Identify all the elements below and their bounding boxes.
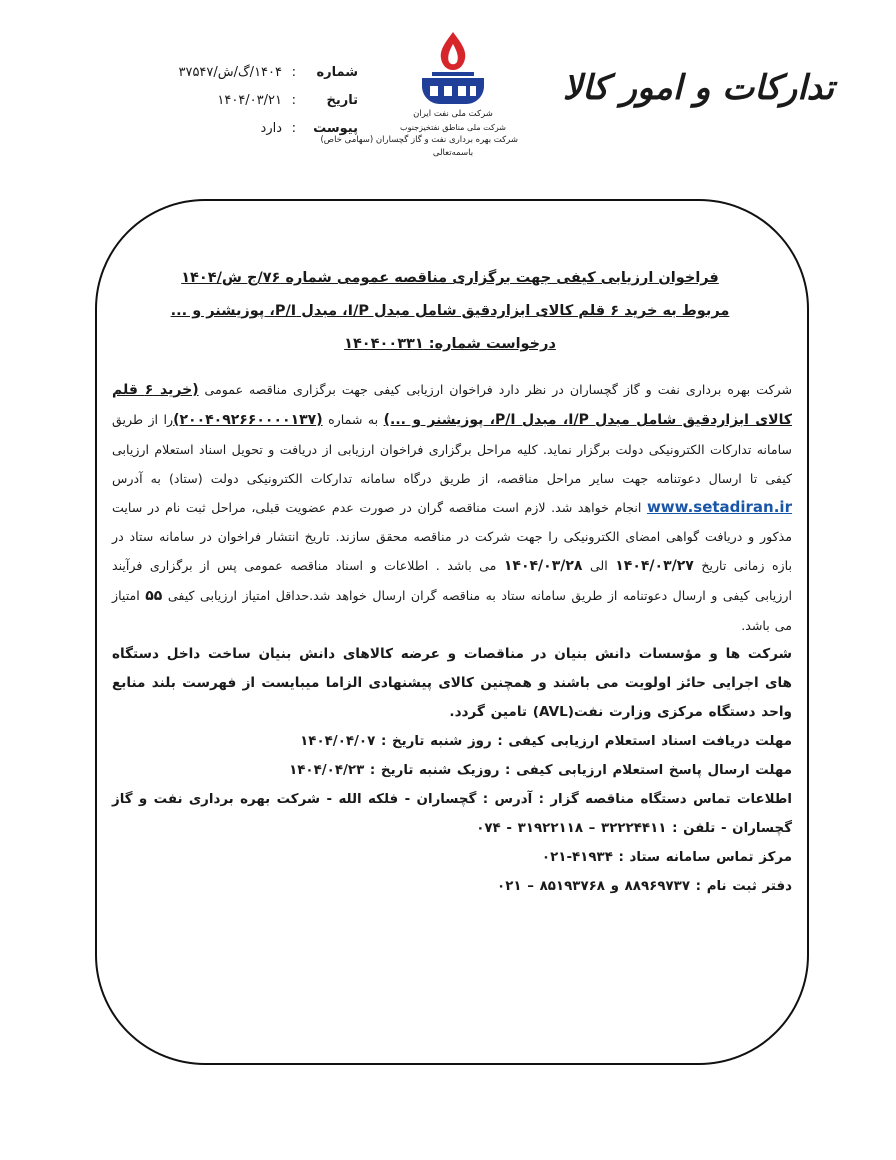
registration-office: دفتر ثبت نام : ۸۸۹۶۹۷۳۷ و ۸۵۱۹۳۷۶۸ – ۰۲۱: [497, 879, 792, 894]
title-line-1: [120, 262, 780, 295]
notice-title: [120, 262, 780, 361]
setadiran-link[interactable]: www.setadiran.ir: [646, 498, 792, 516]
intro-paragraph: [112, 375, 792, 640]
letter-number: ۱۴۰۴/گ/ش/۳۷۵۴۷: [178, 64, 282, 80]
title-text-1: فراخوان ارزیابی کیفی جهت برگزاری مناقصه عمومی شماره ۷۶/ج ش/۱۴۰۴: [181, 270, 719, 286]
number-separator: :: [291, 64, 296, 80]
attachment-value: دارد: [260, 120, 282, 136]
date-label: تاریخ: [326, 92, 358, 108]
attachment-separator: :: [291, 120, 296, 136]
title-line-2: [120, 295, 780, 328]
letter-header: [0, 0, 896, 190]
company-name-line-2: شرکت ملی مناطق نفتخیزجنوب: [400, 123, 506, 132]
letter-date-row: [138, 86, 358, 114]
letter-meta: [138, 58, 358, 142]
attachment-row: [138, 114, 358, 142]
company-name-line-1: شرکت ملی نفت ایران: [413, 109, 493, 119]
intro-text-e: الی: [589, 558, 608, 573]
title-text-2: مربوط به خرید ۶ قلم کالای ابزاردقیق شامل مبدل I/P، مبدل P/I، پوزیشنر و ...: [170, 303, 730, 319]
attachment-label: پیوست: [313, 120, 358, 136]
intro-text-a: شرکت بهره برداری نفت و گاز گچساران در نظر دارد فراخوان ارزیابی کیفی جهت برگزاری مناقصه عمومی: [204, 382, 792, 397]
date-separator: :: [291, 92, 296, 108]
intro-text-c: را از طریق سامانه تدارکات الکترونیکی دولت برگزار نماید. کلیه مراحل برگزاری فراخوان ارزیابی از دریافت و تحویل اسناد استعلام ارزیابی کیفی تا ارسال دعوتنامه جهت سایر مراحل مناقصه، از طریق درگاه سامانه تدارکات الکترونیکی دولت (ستاد) به آدرس: [112, 412, 792, 486]
nioc-logo-icon: [418, 30, 488, 108]
document-deadline: مهلت دریافت اسناد استعلام ارزیابی کیفی : روز شنبه تاریخ : ۱۴۰۴/۰۴/۰۷: [300, 734, 792, 749]
title-line-3: [120, 328, 780, 361]
title-text-3: درخواست شماره: ۱۴۰۴۰۰۳۳۱: [344, 336, 556, 352]
intro-text-d: انجام خواهد شد. لازم است مناقصه گران در صورت عدم عضویت قبلی، مراحل ثبت نام در سایت مذکور و دریافت گواهی امضای الکترونیکی را جهت شرکت در مناقصه محقق سازند. تاریخ انتشار فراخوان در سامانه ستاد در بازه زمانی تاریخ: [112, 500, 792, 573]
publish-date-start: ۱۴۰۴/۰۳/۲۷: [615, 558, 694, 574]
letter-number-row: [138, 58, 358, 86]
basmala-line: باسمه‌تعالی: [432, 148, 474, 158]
letter-date: ۱۴۰۴/۰۳/۲۱: [217, 92, 282, 108]
number-label: شماره: [316, 64, 358, 80]
company-name-line-3: شرکت بهره برداری نفت و گاز گچساران (سهامی خاص): [320, 135, 518, 145]
intro-text-b: به شماره: [328, 412, 379, 427]
minimum-score: ۵۵: [145, 588, 163, 604]
intro-text-f: می باشد . اطلاعات و اسناد مناقصه عمومی پس از برگزاری فرآیند ارزیابی کیفی و ارسال دعوتنامه از طریق سامانه ستاد به مناقصه گران ارسال خواهد شد.حداقل امتیاز ارزیابی کیفی: [112, 558, 792, 603]
department-title: تدارکات و امور کالا: [562, 68, 834, 108]
publish-date-end: ۱۴۰۴/۰۳/۲۸: [503, 558, 583, 574]
contact-info: اطلاعات تماس دستگاه مناقصه گزار : آدرس : گچساران - فلکه الله - شرکت بهره برداری نفت و گاز گچساران - تلفن : ۳۲۲۲۴۴۱۱ – ۳۱۹۲۲۱۱۸ - ۰۷۴: [112, 792, 792, 836]
intro-text-g: امتیاز می باشد.: [112, 588, 792, 633]
response-deadline: مهلت ارسال پاسخ استعلام ارزیابی کیفی : روزیک شنبه تاریخ : ۱۴۰۴/۰۴/۲۳: [289, 763, 792, 778]
tender-number: (۲۰۰۴۰۹۲۶۶۰۰۰۰۱۳۷): [173, 412, 323, 428]
setad-contact-center: مرکز تماس سامانه ستاد : ۴۱۹۳۴-۰۲۱: [541, 850, 792, 865]
tender-item-description: (خرید ۶ قلم کالای ابزاردقیق شامل مبدل I/P، مبدل P/I، پوزیشنر و ...): [112, 382, 792, 428]
knowledge-based-paragraph: شرکت ها و مؤسسات دانش بنیان در مناقصات و عرضه کالاهای دانش بنیان ساخت داخل دستگاه های اجرایی حائز اولویت می باشند و همچنین کالای پیشنهادی الزاما میبایست از فهرست بلند منابع واحد دستگاه مرکزی وزارت نفت(AVL) تامین گردد.: [112, 646, 792, 720]
notice-body: [112, 375, 792, 901]
